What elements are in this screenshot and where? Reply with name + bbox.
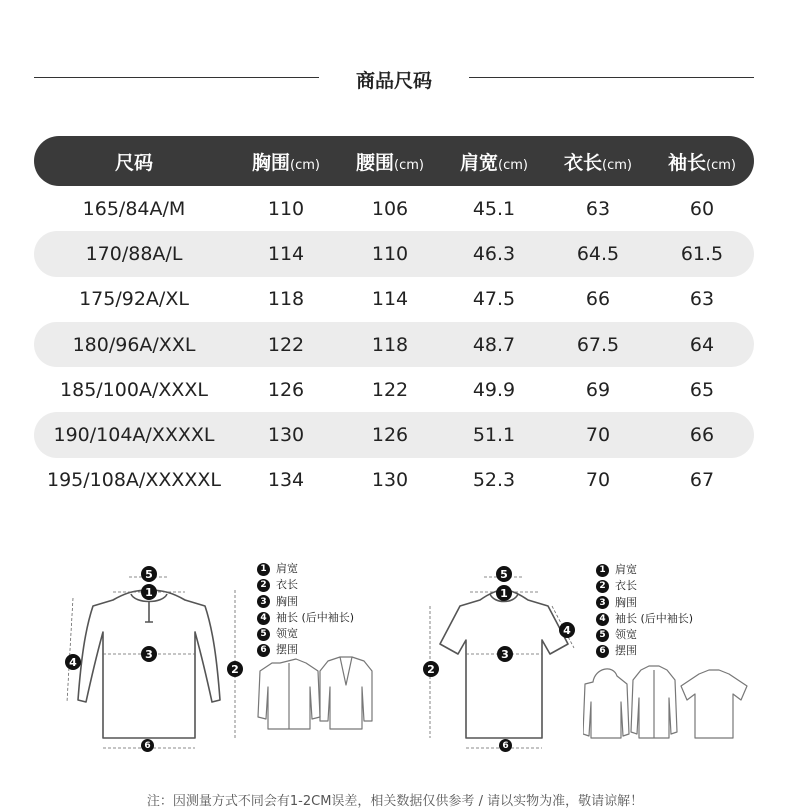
legend-item: 5 领宽 [596,627,693,643]
table-cell: 122 [267,333,305,356]
legend-item: 4 袖长 (后中袖长) [257,610,354,626]
table-cell: 180/96A/XXL [72,333,196,356]
table-row [34,231,754,276]
table-row [34,186,754,231]
table-row [34,277,754,322]
table-cell: 70 [585,469,611,492]
table-cell: 126 [267,378,305,401]
size-table [34,136,754,503]
jacket-examples-illustration [256,655,374,735]
table-cell: 64 [689,333,715,356]
column-header: 尺码 [114,151,153,174]
table-cell: 110 [371,242,409,265]
table-cell: 106 [371,197,409,220]
table-row [34,367,754,412]
table-cell: 110 [267,197,305,220]
table-cell: 114 [267,242,305,265]
table-cell: 61.5 [680,242,724,265]
page-title: 商品尺码 [355,70,432,92]
table-header [34,136,754,186]
marker: 1 [496,585,512,601]
table-cell: 51.1 [472,424,516,447]
marker: 3 [497,646,513,662]
section-title-row [0,60,790,96]
table-cell: 49.9 [472,378,516,401]
table-cell: 69 [585,378,611,401]
column-header: 衣长(cm) [564,151,632,174]
table-cell: 126 [371,424,409,447]
table-cell: 170/88A/L [85,242,183,265]
title-divider-left [34,77,319,78]
table-cell: 63 [689,288,715,311]
table-cell: 48.7 [472,333,516,356]
measurement-legend-left [257,561,354,659]
marker: 1 [141,584,157,600]
table-cell: 45.1 [472,197,516,220]
table-cell: 175/92A/XL [79,288,189,311]
marker: 5 [141,566,157,582]
legend-item: 3 胸围 [596,595,693,611]
legend-item: 6 摆围 [596,643,693,659]
title-divider-right [469,77,754,78]
measurement-legend-right [596,562,693,660]
legend-item: 5 领宽 [257,626,354,642]
legend-item: 6 摆围 [257,642,354,658]
table-cell: 66 [585,288,611,311]
legend-item: 4 袖长 (后中袖长) [596,611,693,627]
marker: 6 [499,739,512,752]
table-cell: 66 [689,424,715,447]
legend-item: 2 衣长 [257,577,354,593]
table-cell: 52.3 [472,469,516,492]
table-cell: 114 [371,288,409,311]
column-header: 袖长(cm) [668,151,736,174]
table-cell: 185/100A/XXXL [60,378,208,401]
casual-examples-illustration [583,662,753,742]
column-header: 腰围(cm) [356,151,424,174]
table-cell: 118 [371,333,409,356]
table-cell: 122 [371,378,409,401]
table-cell: 64.5 [576,242,620,265]
table-cell: 46.3 [472,242,516,265]
marker: 2 [423,661,439,677]
table-cell: 60 [689,197,715,220]
table-cell: 165/84A/M [82,197,186,220]
marker: 3 [141,646,157,662]
column-header: 胸围(cm) [252,151,320,174]
legend-item: 3 胸围 [257,594,354,610]
marker: 5 [496,566,512,582]
table-row [34,412,754,457]
table-row [34,458,754,503]
table-cell: 130 [371,469,409,492]
table-cell: 130 [267,424,305,447]
table-cell: 47.5 [472,288,516,311]
table-cell: 195/108A/XXXXXL [47,469,221,492]
column-header: 肩宽(cm) [460,151,528,174]
measurement-note: 注：因测量方式不同会有1-2CM误差，相关数据仅供参考 / 请以实物为准，敬请谅解！ [146,794,644,808]
marker: 2 [227,661,243,677]
table-cell: 63 [585,197,611,220]
table-cell: 190/104A/XXXXL [53,424,215,447]
table-cell: 118 [267,288,305,311]
marker: 4 [65,654,81,670]
marker: 4 [559,622,575,638]
table-cell: 65 [689,378,715,401]
legend-item: 2 衣长 [596,578,693,594]
table-cell: 134 [267,469,305,492]
legend-item: 1 肩宽 [596,562,693,578]
table-cell: 70 [585,424,611,447]
table-row [34,322,754,367]
table-cell: 67 [689,469,715,492]
marker: 6 [141,739,154,752]
legend-item: 1 肩宽 [257,561,354,577]
table-cell: 67.5 [576,333,620,356]
